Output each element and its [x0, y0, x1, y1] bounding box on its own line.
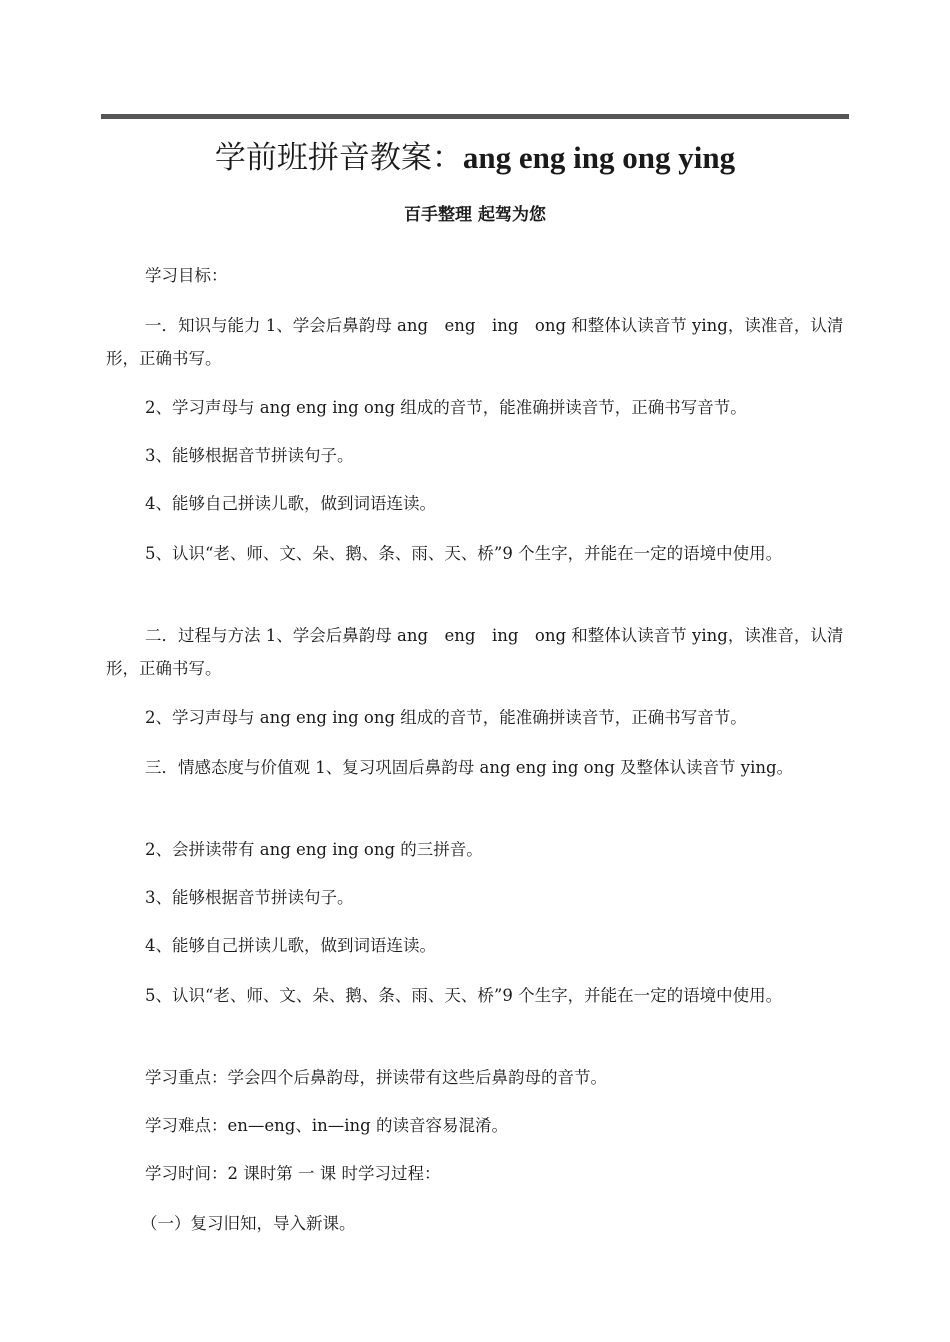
- paragraph-goal-2: 2、学习声母与 ang eng ing ong 组成的音节，能准确拼读音节，正确书写音节。: [145, 398, 747, 417]
- paragraph-emotion-4: 4、能够自己拼读儿歌，做到词语连读。: [145, 936, 436, 955]
- paragraph-difficulties: 学习难点：en—eng、in—ing 的读音容易混淆。: [145, 1116, 508, 1135]
- title-pinyin: ang eng ing ong ying: [462, 140, 736, 175]
- header-rule: [101, 114, 849, 119]
- paragraph-section-review: （一）复习旧知，导入新课。: [141, 1214, 356, 1233]
- paragraph-schedule: 学习时间：2 课时第 一 课 时学习过程：: [145, 1164, 441, 1183]
- paragraph-emotion-5: 5、认识“老、师、文、朵、鹅、条、雨、天、桥”9 个生字，并能在一定的语境中使用。: [145, 986, 783, 1005]
- paragraph-goal-process: 二．过程与方法 1、学会后鼻韵母 ang eng ing ong 和整体认读音节 ying，读准音，认清形，正确书写。: [106, 626, 844, 678]
- paragraph-goal-knowledge: 一．知识与能力 1、学会后鼻韵母 ang eng ing ong 和整体认读音节 ying，读准音，认清形，正确书写。: [106, 316, 844, 368]
- paragraph-emotion-3: 3、能够根据音节拼读句子。: [145, 888, 354, 907]
- paragraph-goal-emotion: 三．情感态度与价值观 1、复习巩固后鼻韵母 ang eng ing ong 及整体认读音节 ying。: [145, 758, 794, 777]
- paragraph-goal-3: 3、能够根据音节拼读句子。: [145, 446, 354, 465]
- title-chinese: 学前班拼音教案：: [214, 140, 463, 176]
- document-title: [0, 134, 950, 182]
- paragraph-goal-4: 4、能够自己拼读儿歌，做到词语连读。: [145, 494, 436, 513]
- paragraph-key-points: 学习重点：学会四个后鼻韵母，拼读带有这些后鼻韵母的音节。: [145, 1068, 607, 1087]
- paragraph-emotion-2: 2、会拼读带有 ang eng ing ong 的三拼音。: [145, 840, 483, 859]
- paragraph-goal-5: 5、认识“老、师、文、朵、鹅、条、雨、天、桥”9 个生字，并能在一定的语境中使用。: [145, 544, 783, 563]
- paragraph-learning-goals: 学习目标：: [145, 266, 228, 285]
- document-subtitle: 百手整理 起驾为您: [404, 205, 546, 225]
- paragraph-process-2: 2、学习声母与 ang eng ing ong 组成的音节，能准确拼读音节，正确书写音节。: [145, 708, 747, 727]
